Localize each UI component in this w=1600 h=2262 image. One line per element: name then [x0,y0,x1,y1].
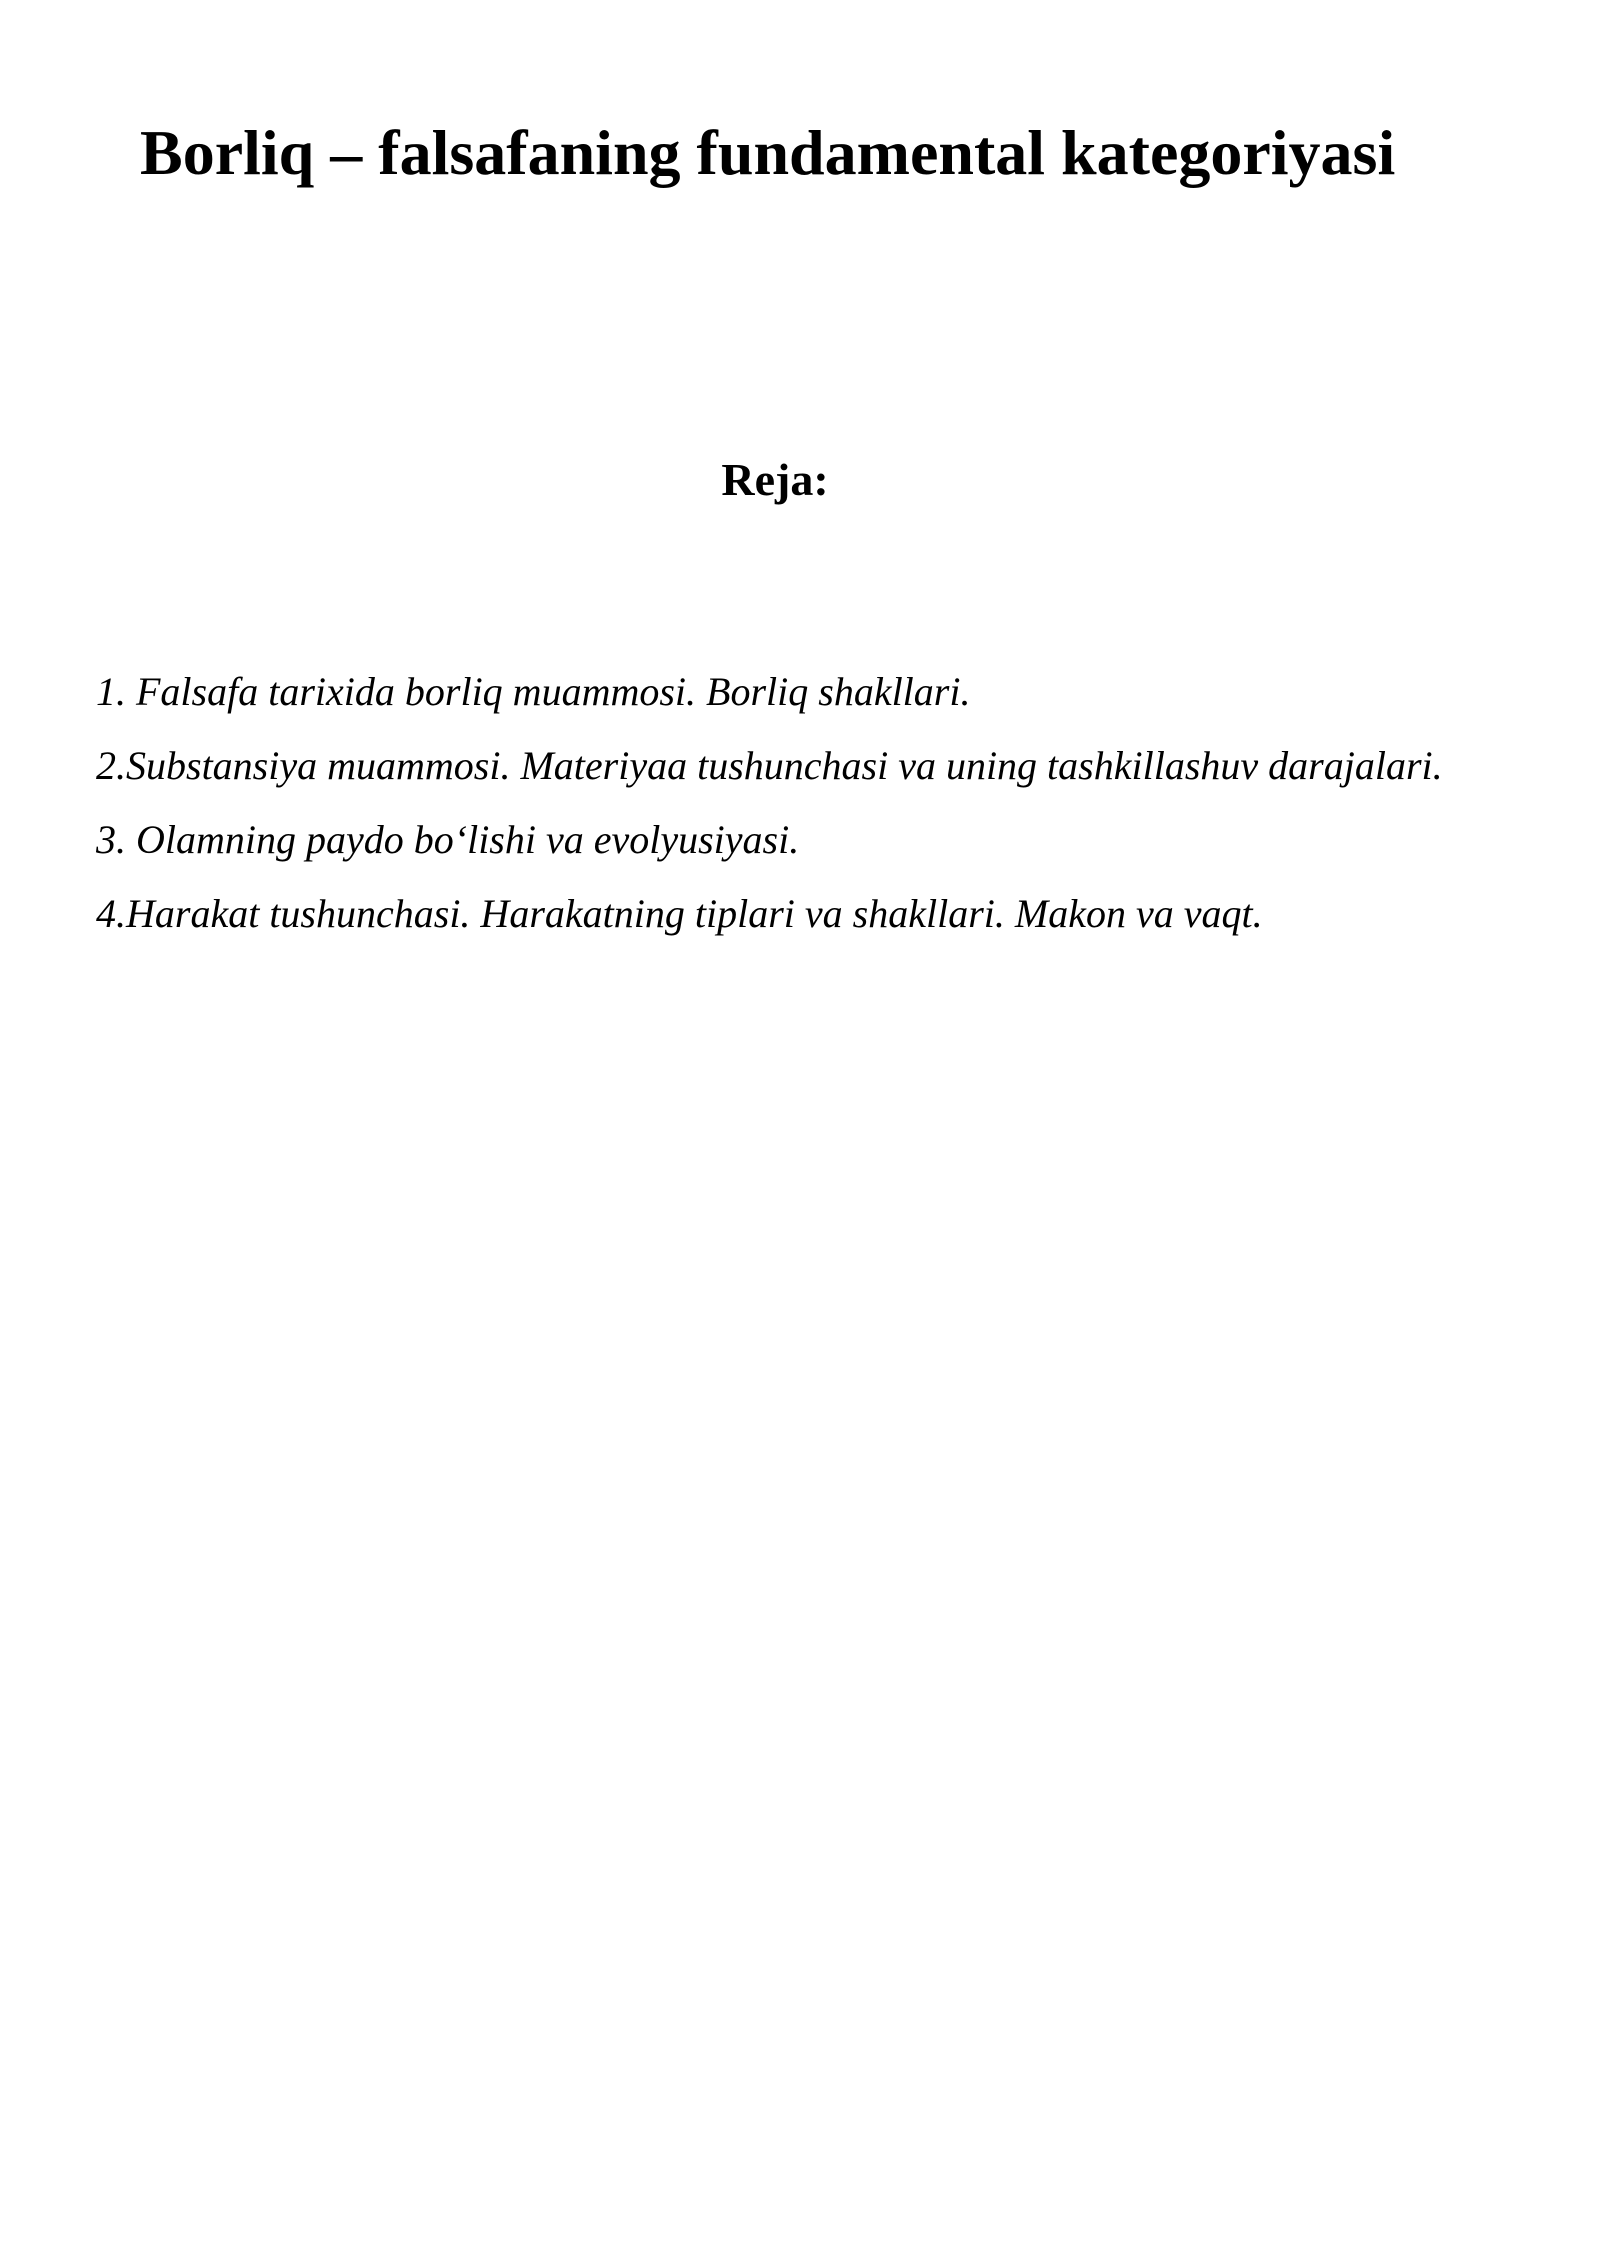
plan-heading: Reja: [721,454,829,505]
document-title: Borliq – falsafaning fundamental kategoriyasi [140,117,1396,188]
plan-list [96,655,1454,951]
plan-item-2: 2.Substansiya muammosi. Materiyaa tushunchasi va uning tashkillashuv darajalari. [96,743,1443,788]
plan-item-1: 1. Falsafa tarixida borliq muammosi. Borliq shakllari. [96,669,971,714]
plan-item-4: 4.Harakat tushunchasi. Harakatning tiplari va shakllari. Makon va vaqt. [96,891,1263,936]
plan-item-3: 3. Olamning paydo bo‘lishi va evolyusiyasi. [96,817,800,862]
